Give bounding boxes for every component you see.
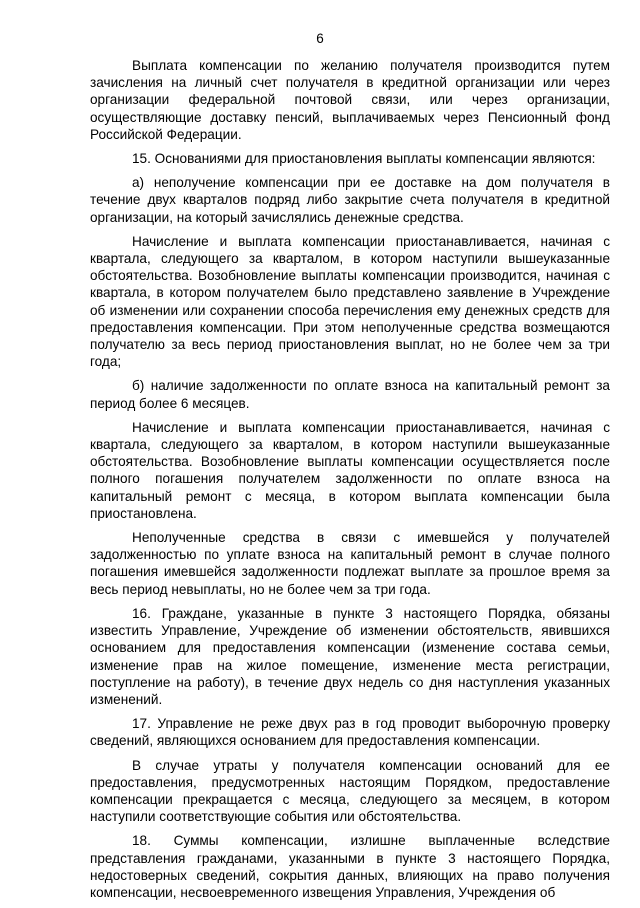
paragraph-clause-17: 17. Управление не реже двух раз в год проводит выборочную проверку сведений, являющихся основанием для предоставления компенсации. (90, 716, 610, 749)
paragraph-clause-15-b: б) наличие задолженности по оплате взноса на капитальный ремонт за период более 6 месяцев. (90, 378, 610, 411)
paragraph-termination: В случае утраты у получателя компенсации оснований для ее предоставления, предусмотренных настоящим Порядком, предоставление компенсации прекращается с месяца, следующего за месяцем, в котором наступили соответствующие события или обстоятельства. (90, 757, 610, 825)
paragraph-suspension-b-details: Начисление и выплата компенсации приостанавливается, начиная с квартала, следующего за кварталом, в котором наступили вышеуказанные обстоятельства. Возобновление выплаты компенсации осуществляется после полного погашения получателем задолженности по оплате взноса на капитальный ремонт с месяца, в котором выплата компенсации была приостановлена. (90, 419, 610, 521)
page-body (90, 57, 610, 908)
paragraph-suspension-a-details: Начисление и выплата компенсации приостанавливается, начиная с квартала, следующего за кварталом, в котором наступили вышеуказанные обстоятельства. Возобновление выплаты компенсации производится, начиная с квартала, в котором получателем было представлено заявление в Учреждение об изменении или сохранении способа перечисления ему денежных средств для предоставления компенсации. При этом неполученные средства возмещаются получателю за весь период приостановления выплат, но не более чем за три года; (90, 233, 610, 370)
paragraph-unpaid-funds: Неполученные средства в связи с имевшейся у получателей задолженностью по уплате взноса на капитальный ремонт в случае полного погашения имевшейся задолженности подлежат выплате за прошлое время за весь период невыплаты, но не более чем за три года. (90, 530, 610, 597)
paragraph-clause-16: 16. Граждане, указанные в пункте 3 настоящего Порядка, обязаны известить Управление, Учреждение об изменении обстоятельств, явившихся основанием для предоставления компенсации (изменение состава семьи, изменение прав на жилое помещение, изменение места регистрации, поступление на работу), в течение двух недель со дня наступления указанных изменений. (90, 605, 610, 707)
paragraph-clause-18: 18. Суммы компенсации, излишне выплаченные вследствие представления гражданами, указанными в пункте 3 настоящего Порядка, недостоверных сведений, сокрытия данных, влияющих на право получения компенсации, несвоевременного извещения Управления, Учреждения об (90, 833, 610, 900)
page-number: 6 (316, 31, 324, 46)
paragraph-clause-15: 15. Основаниями для приостановления выплаты компенсации являются: (132, 151, 596, 167)
paragraph-clause-15-a: а) неполучение компенсации при ее доставке на дом получателя в течение двух кварталов подряд либо закрытие счета получателя в кредитной организации, на который зачислялись денежные средства. (90, 175, 610, 225)
paragraph-payment-method: Выплата компенсации по желанию получателя производится путем зачисления на личный счет получателя в кредитной организации или через организации федеральной почтовой связи, или через организации, осуществляющие доставку пенсий, выплачиваемых через Пенсионный фонд Российской Федерации. (90, 58, 610, 142)
